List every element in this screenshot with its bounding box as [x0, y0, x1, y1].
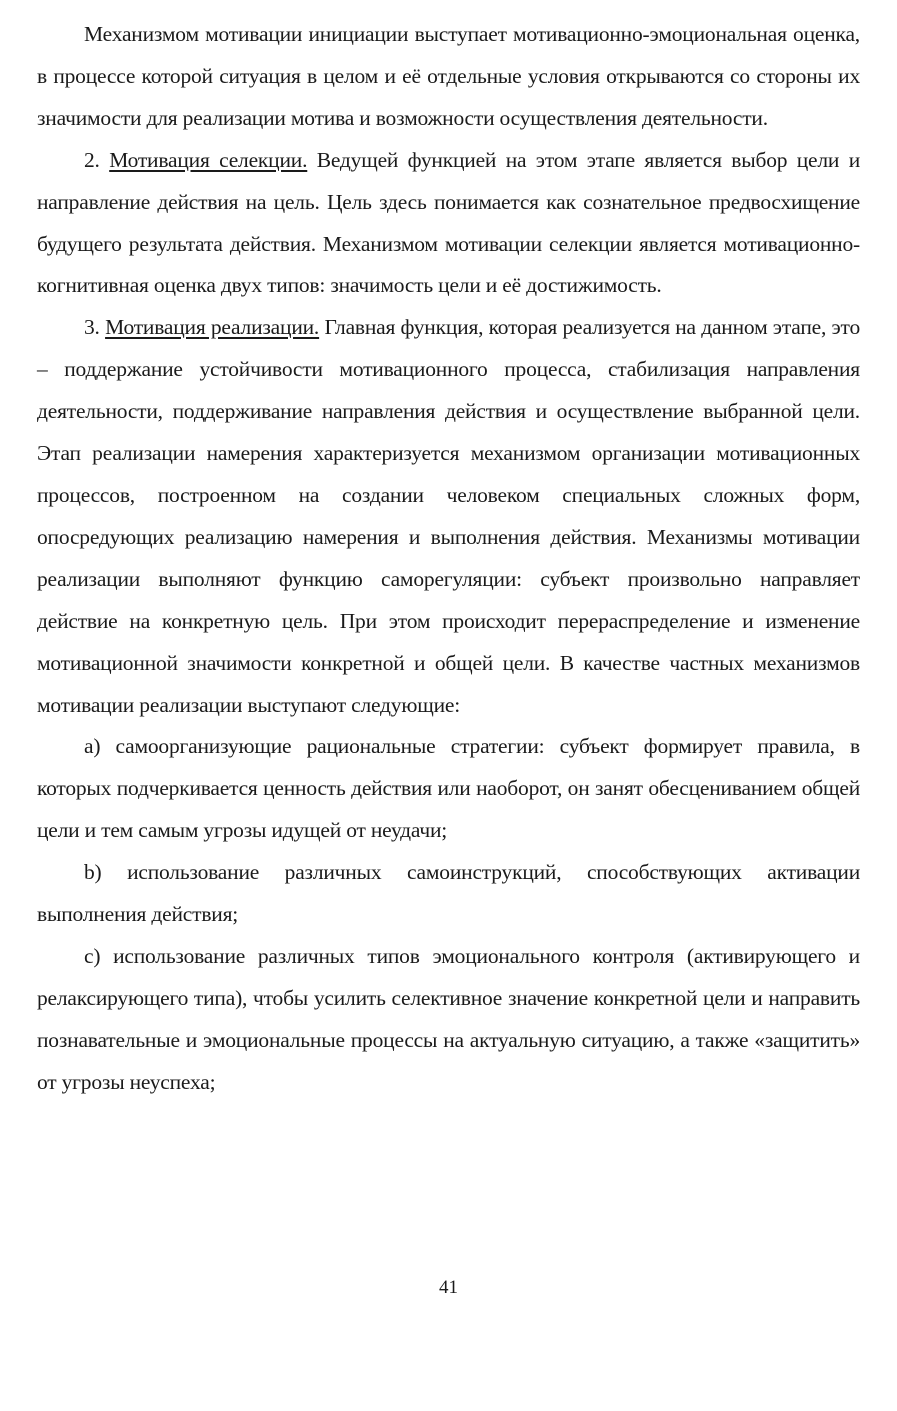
- list-item-a: [37, 726, 860, 852]
- list-item-b: [37, 852, 860, 936]
- page-number: 41: [439, 1277, 458, 1298]
- paragraph-realization-motivation: [37, 307, 860, 726]
- paragraph-text: Главная функция, которая реализуется на данном этапе, это – поддержание устойчивости мотивационного процесса, стабилизация направления деятельности, поддерживание направления действия и осуществление выбранной цели. Этап реализации намерения характеризуется механизмом организации мотивационных процессов, построенном на создании человеком специальных сложных форм, опосредующих реализацию намерения и выполнения действия. Механизмы мотивации реализации выполняют функцию саморегуляции: субъект произвольно направляет действие на конкретную цель. При этом происходит перераспределение и изменение мотивационной значимости конкретной и общей цели. В качестве частных механизмов мотивации реализации выступают следующие:: [37, 315, 860, 717]
- paragraph-motivation-initiation: [37, 14, 860, 140]
- item-number: 2.: [84, 147, 110, 172]
- item-number: 3.: [84, 315, 106, 340]
- paragraph-selection-motivation: [37, 140, 860, 308]
- paragraph-text: Ведущей функцией на этом этапе является выбор цели и направление действия на цель. Цель здесь понимается как сознательное предвосхищение будущего результата действия. Механизмом мотивации селекции является мотивационно-когнитивная оценка двух типов: значимость цели и её достижимость.: [37, 147, 860, 298]
- list-item-c: [37, 936, 860, 1104]
- section-title-selection: Мотивация селекции.: [109, 147, 308, 172]
- paragraph-text: Механизмом мотивации инициации выступает мотивационно-эмоциональная оценка, в процессе которой ситуация в целом и её отдельные условия открываются со стороны их значимости для реализации мотива и возможности осуществления деятельности.: [37, 22, 860, 130]
- list-item-text: c) использование различных типов эмоционального контроля (активирующего и релаксирующего типа), чтобы усилить селективное значение конкретной цели и направить познавательные и эмоциональные процессы на актуальную ситуацию, а также «защитить» от угрозы неуспеха;: [37, 943, 860, 1094]
- list-item-text: а) самоорганизующие рациональные стратегии: субъект формирует правила, в которых подчеркивается ценность действия или наоборот, он занят обесцениванием общей цели и тем самым угрозы идущей от неудачи;: [37, 734, 860, 843]
- document-page: [37, 14, 860, 1104]
- section-title-realization: Мотивация реализации.: [105, 315, 320, 340]
- list-item-text: b) использование различных самоинструкций, способствующих активации выполнения действия;: [37, 860, 860, 927]
